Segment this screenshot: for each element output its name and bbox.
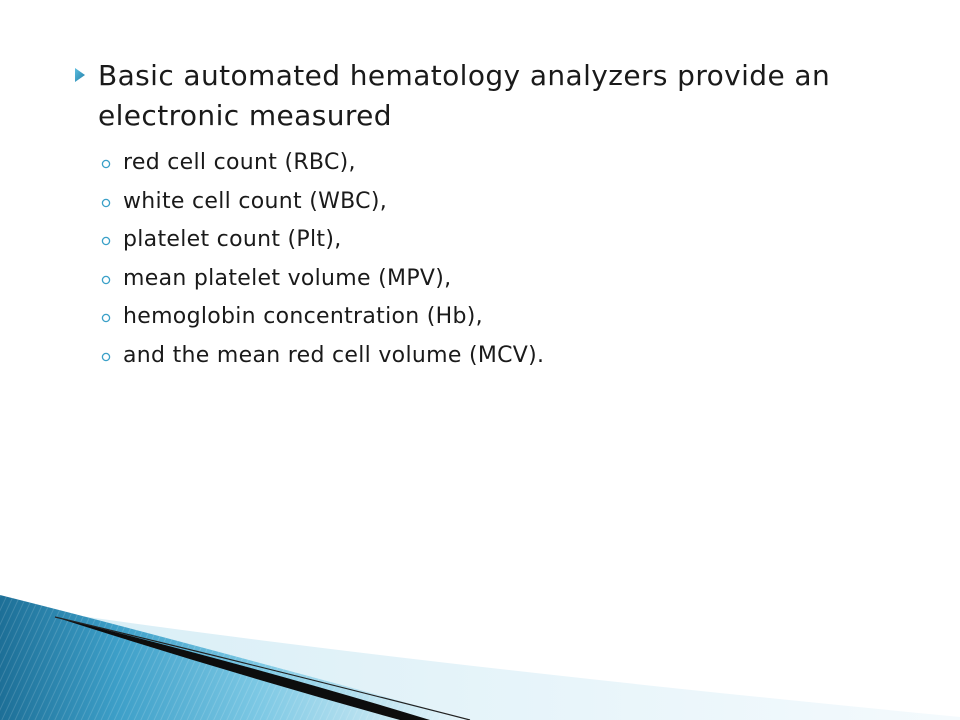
hollow-circle-icon bbox=[101, 273, 123, 285]
hollow-circle-icon bbox=[101, 196, 123, 208]
hollow-circle-icon bbox=[101, 311, 123, 323]
sub-bullet-item bbox=[101, 144, 894, 183]
hollow-circle-icon bbox=[101, 234, 123, 246]
sub-bullet-item bbox=[101, 337, 894, 376]
sub-bullet-text: white cell count (WBC), bbox=[123, 188, 387, 214]
bottom-wave-decoration bbox=[0, 595, 960, 720]
main-bullet bbox=[74, 56, 894, 136]
sub-bullet-text: hemoglobin concentration (Hb), bbox=[123, 304, 483, 330]
hollow-circle-icon bbox=[101, 350, 123, 362]
hollow-circle-icon bbox=[101, 157, 123, 169]
sub-bullet-item bbox=[101, 183, 894, 222]
sub-bullet-text: red cell count (RBC), bbox=[123, 150, 356, 176]
main-bullet-text: Basic automated hematology analyzers provide an electronic measured bbox=[98, 59, 831, 132]
sub-bullet-text: and the mean red cell volume (MCV). bbox=[123, 342, 545, 368]
sub-bullet-text: mean platelet volume (MPV), bbox=[123, 265, 452, 291]
triangle-right-icon bbox=[74, 56, 98, 87]
sub-bullet-item bbox=[101, 298, 894, 337]
sub-bullet-list bbox=[74, 144, 894, 375]
sub-bullet-text: platelet count (Plt), bbox=[123, 227, 342, 253]
slide-content bbox=[74, 56, 894, 375]
sub-bullet-item bbox=[101, 221, 894, 260]
sub-bullet-item bbox=[101, 260, 894, 299]
